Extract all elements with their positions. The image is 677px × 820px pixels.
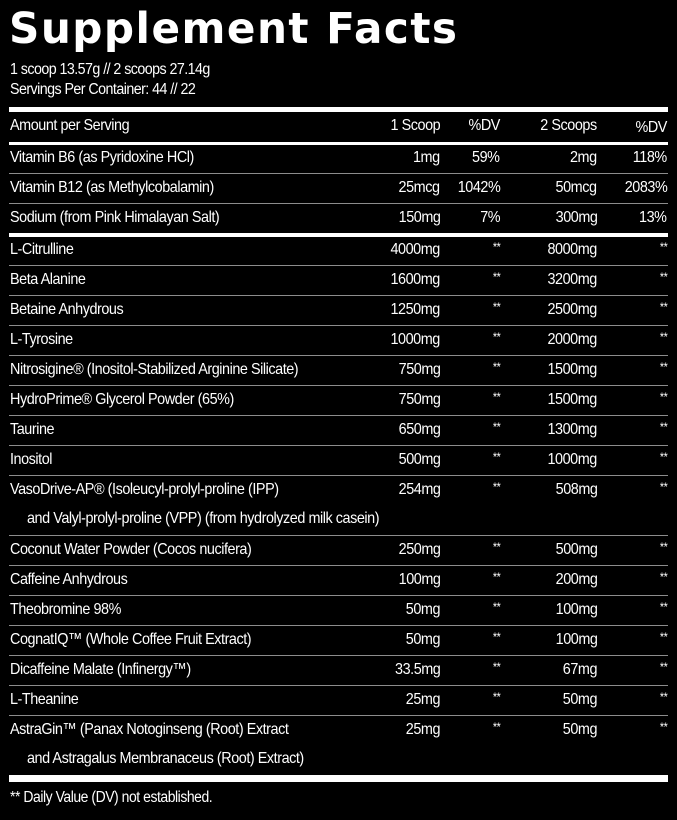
header-dv1: %DV (468, 117, 500, 134)
table-row (9, 686, 668, 716)
dv-1-scoop: ** (492, 240, 500, 254)
amount-2-scoops: 500mg (555, 541, 597, 558)
amount-2-scoops: 2mg (570, 149, 597, 166)
dv-1-scoop: ** (492, 300, 500, 314)
dv-2-scoops: ** (659, 720, 667, 734)
amount-1-scoop: 750mg (398, 361, 440, 378)
table-row (9, 476, 668, 536)
amount-2-scoops: 3200mg (547, 271, 597, 288)
table-row (9, 566, 668, 596)
dv-2-scoops: ** (659, 660, 667, 674)
page-title: Supplement Facts (9, 4, 459, 54)
ingredient-name: L-Tyrosine (10, 331, 73, 348)
table-row (9, 536, 668, 566)
amount-1-scoop: 254mg (398, 481, 440, 498)
dv-2-scoops: ** (659, 330, 667, 344)
dv-2-scoops: ** (659, 270, 667, 284)
table-row (9, 174, 668, 204)
ingredient-name: L-Citrulline (10, 241, 74, 258)
footnote: ** Daily Value (DV) not established. (10, 789, 213, 806)
ingredient-name: Sodium (from Pink Himalayan Salt) (10, 209, 220, 226)
amount-2-scoops: 1300mg (547, 421, 597, 438)
dv-2-scoops: ** (659, 360, 667, 374)
dv-1-scoop: ** (492, 690, 500, 704)
table-row (9, 446, 668, 476)
ingredient-name-cont: and Astragalus Membranaceus (Root) Extract) (27, 750, 304, 767)
dv-1-scoop: ** (492, 360, 500, 374)
dv-1-scoop: 1042% (457, 179, 500, 196)
ingredient-name: Taurine (10, 421, 55, 438)
ingredient-name: Betaine Anhydrous (10, 301, 124, 318)
ingredient-name: CognatIQ™ (Whole Coffee Fruit Extract) (10, 631, 252, 648)
amount-1-scoop: 25mcg (399, 179, 440, 196)
dv-1-scoop: ** (492, 270, 500, 284)
table-row (9, 296, 668, 326)
amount-1-scoop: 500mg (398, 451, 440, 468)
ingredient-name: Coconut Water Powder (Cocos nucifera) (10, 541, 252, 558)
dv-2-scoops: ** (659, 390, 667, 404)
amount-2-scoops: 100mg (555, 601, 597, 618)
table-row (9, 386, 668, 416)
amount-1-scoop: 4000mg (390, 241, 440, 258)
amount-1-scoop: 1250mg (390, 301, 440, 318)
table-row (9, 596, 668, 626)
table-row (9, 656, 668, 686)
dv-1-scoop: ** (492, 450, 500, 464)
amount-2-scoops: 1500mg (547, 391, 597, 408)
amount-1-scoop: 50mg (405, 601, 440, 618)
amount-2-scoops: 8000mg (547, 241, 597, 258)
amount-2-scoops: 200mg (555, 571, 597, 588)
dv-1-scoop: ** (492, 390, 500, 404)
dv-2-scoops: ** (659, 540, 667, 554)
amount-1-scoop: 650mg (398, 421, 440, 438)
amount-1-scoop: 250mg (398, 541, 440, 558)
amount-1-scoop: 25mg (405, 721, 440, 738)
dv-1-scoop: ** (492, 600, 500, 614)
ingredient-name: Vitamin B12 (as Methylcobalamin) (10, 179, 214, 196)
table-header (9, 112, 668, 142)
table-row (9, 416, 668, 446)
amount-1-scoop: 50mg (405, 631, 440, 648)
dv-1-scoop: ** (492, 720, 500, 734)
dv-1-scoop: ** (492, 420, 500, 434)
amount-2-scoops: 100mg (555, 631, 597, 648)
dv-1-scoop: ** (492, 660, 500, 674)
ingredient-name: Caffeine Anhydrous (10, 571, 128, 588)
dv-1-scoop: ** (492, 480, 500, 494)
ingredient-name: Vitamin B6 (as Pyridoxine HCl) (10, 149, 194, 166)
table-row (9, 326, 668, 356)
table-row (9, 204, 668, 234)
dv-2-scoops: ** (659, 420, 667, 434)
ingredient-name: Nitrosigine® (Inositol-Stabilized Arginine Silicate) (10, 361, 299, 378)
header-col1: 1 Scoop (390, 117, 440, 134)
table-row (9, 356, 668, 386)
dv-2-scoops: ** (659, 240, 667, 254)
dv-2-scoops: ** (659, 630, 667, 644)
dv-1-scoop: ** (492, 630, 500, 644)
dv-1-scoop: ** (492, 540, 500, 554)
servings-per-container: Servings Per Container: 44 // 22 (10, 81, 196, 98)
amount-1-scoop: 150mg (398, 209, 440, 226)
ingredient-name: AstraGin™ (Panax Notoginseng (Root) Extract (10, 721, 289, 738)
dv-2-scoops: ** (659, 450, 667, 464)
amount-2-scoops: 1000mg (547, 451, 597, 468)
ingredient-name: Dicaffeine Malate (Infinergy™) (10, 661, 191, 678)
table-row (9, 266, 668, 296)
dv-1-scoop: 7% (480, 209, 500, 226)
dv-2-scoops: 13% (639, 209, 667, 226)
ingredient-name-cont: and Valyl-prolyl-proline (VPP) (from hydrolyzed milk casein) (27, 510, 380, 527)
table-row (9, 144, 668, 174)
ingredient-name: Inositol (10, 451, 53, 468)
bottom-divider (9, 775, 668, 782)
header-amount: Amount per Serving (10, 117, 130, 134)
table-row (9, 626, 668, 656)
dv-1-scoop: ** (492, 570, 500, 584)
amount-1-scoop: 750mg (398, 391, 440, 408)
amount-2-scoops: 300mg (555, 209, 597, 226)
header-col2: 2 Scoops (540, 117, 597, 134)
amount-2-scoops: 508mg (555, 481, 597, 498)
table-row (9, 236, 668, 266)
dv-2-scoops: ** (659, 300, 667, 314)
serving-size: 1 scoop 13.57g // 2 scoops 27.14g (10, 61, 210, 78)
ingredient-name: Beta Alanine (10, 271, 86, 288)
amount-2-scoops: 2000mg (547, 331, 597, 348)
amount-1-scoop: 33.5mg (394, 661, 440, 678)
dv-2-scoops: ** (659, 480, 667, 494)
amount-2-scoops: 67mg (562, 661, 597, 678)
dv-1-scoop: 59% (472, 149, 500, 166)
amount-2-scoops: 50mcg (556, 179, 597, 196)
amount-2-scoops: 1500mg (547, 361, 597, 378)
dv-2-scoops: ** (659, 600, 667, 614)
ingredient-name: Theobromine 98% (10, 601, 121, 618)
amount-2-scoops: 50mg (562, 721, 597, 738)
amount-1-scoop: 1000mg (390, 331, 440, 348)
amount-2-scoops: 50mg (562, 691, 597, 708)
amount-1-scoop: 1600mg (390, 271, 440, 288)
amount-1-scoop: 100mg (398, 571, 440, 588)
dv-2-scoops: ** (659, 570, 667, 584)
amount-2-scoops: 2500mg (547, 301, 597, 318)
ingredient-name: HydroPrime® Glycerol Powder (65%) (10, 391, 234, 408)
table-row (9, 716, 668, 776)
dv-2-scoops: ** (659, 690, 667, 704)
dv-1-scoop: ** (492, 330, 500, 344)
dv-2-scoops: 2083% (624, 179, 667, 196)
amount-1-scoop: 25mg (405, 691, 440, 708)
ingredient-name: L-Theanine (10, 691, 79, 708)
amount-1-scoop: 1mg (413, 149, 440, 166)
header-dv2: %DV (635, 119, 667, 136)
ingredient-name: VasoDrive-AP® (Isoleucyl-prolyl-proline (IPP) (10, 481, 279, 498)
dv-2-scoops: 118% (633, 149, 667, 166)
